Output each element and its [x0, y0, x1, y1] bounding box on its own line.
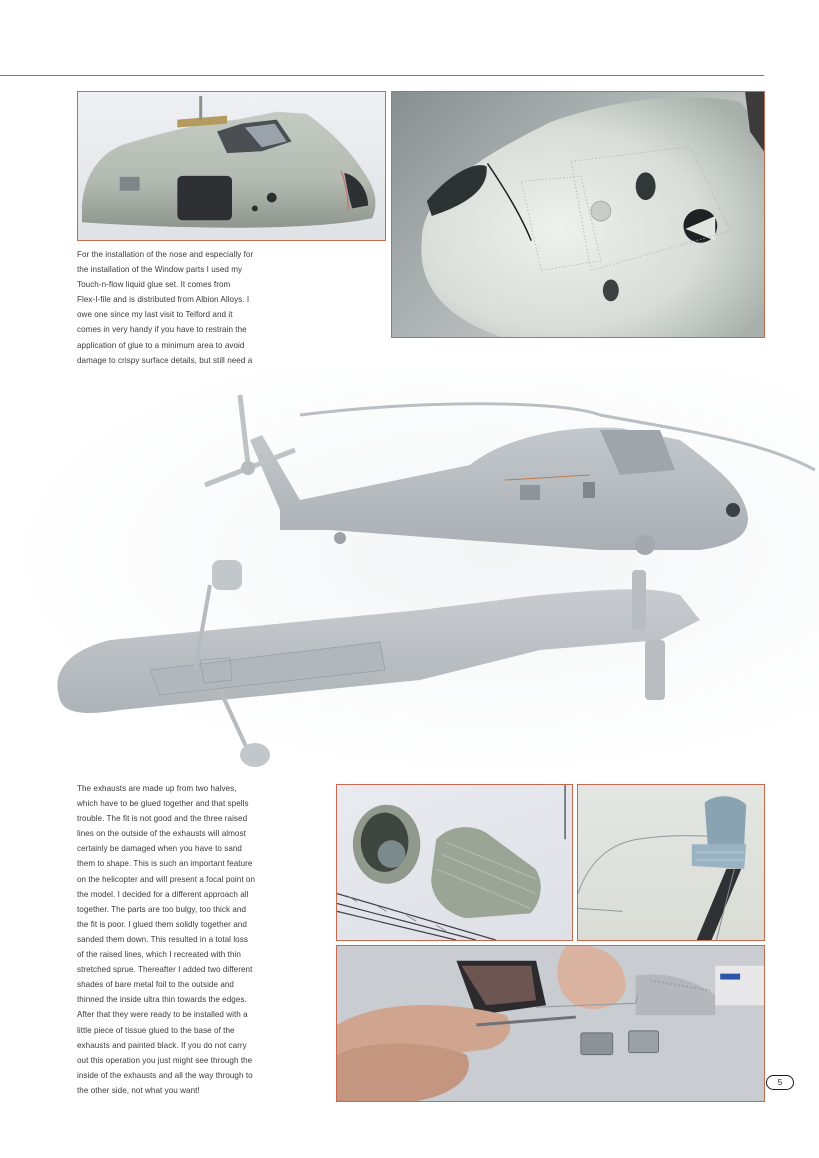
text-line: certainly be damaged when you have to sand	[77, 844, 242, 854]
text-line: the installation of the Window parts I used my	[77, 265, 243, 275]
text-line: of the raised lines, which I recreated with thin	[77, 950, 241, 960]
text-line: damage to crispy surface details, but still need a	[77, 355, 253, 365]
text-line: Flex-I-file and is distributed from Albion Alloys. I	[77, 295, 250, 305]
photo-helicopters	[0, 370, 819, 780]
fuselage-illustration	[78, 92, 385, 240]
photo-installation	[336, 945, 765, 1102]
text-line: After that they were ready to be installed with a	[77, 1010, 248, 1020]
text-line: the other side, not what you want!	[77, 1085, 200, 1095]
text-line: shades of bare metal foil to the outside and	[77, 980, 234, 990]
text-line: the model. I decided for a different approach all	[77, 889, 249, 899]
photo-nose-fuselage	[77, 91, 386, 241]
caption-glue-text	[77, 247, 367, 383]
text-line: the fit is poor. I glued them solidly together and	[77, 919, 247, 929]
text-line: them to shape. This is such an important feature	[77, 859, 253, 869]
text-line: which have to be glued together and that spells	[77, 799, 249, 809]
text-line: The exhausts are made up from two halves,	[77, 784, 237, 793]
text-line: together. The parts are too bulgy, too thick and	[77, 904, 247, 914]
text-line: For the installation of the nose and especially for	[77, 250, 254, 259]
page-number-badge: 5	[766, 1075, 794, 1090]
text-line: application of glue to a minimum area to avoid	[77, 340, 245, 350]
text-line: on the helicopter and will present a focal point on	[77, 874, 256, 884]
text-line: thinned the inside ultra thin towards the edges.	[77, 995, 247, 1005]
text-line: stretched sprue. Thereafter I added two different	[77, 965, 253, 975]
text-line: Touch-n-flow liquid glue set. It comes from	[77, 280, 231, 290]
photo-exhaust-tweezers	[577, 784, 765, 941]
photo-nose-closeup	[391, 91, 765, 338]
text-line: comes in very handy if you have to restrain the	[77, 325, 247, 335]
text-line: owe one since my last visit to Telford and it	[77, 310, 233, 320]
exhaust-tweezers-illustration	[578, 785, 764, 940]
header-rule	[0, 75, 764, 76]
installation-illustration	[337, 946, 764, 1101]
text-line: lines on the outside of the exhausts will almost	[77, 829, 246, 839]
exhaust-halves-illustration	[337, 785, 572, 940]
text-line: exhausts and painted black. If you do not carry	[77, 1040, 247, 1050]
nose-closeup-illustration	[392, 92, 764, 337]
text-line: little piece of tissue glued to the base of the	[77, 1025, 235, 1035]
helicopters-illustration	[0, 370, 819, 780]
photo-exhaust-halves	[336, 784, 573, 941]
text-line: trouble. The fit is not good and the three raised	[77, 814, 248, 824]
text-line: sanded them down. This resulted in a total loss	[77, 934, 248, 944]
text-line: out this operation you just might see through the	[77, 1055, 253, 1065]
caption-exhausts-text	[77, 781, 332, 1098]
text-line: inside of the exhausts and all the way through to	[77, 1070, 253, 1080]
